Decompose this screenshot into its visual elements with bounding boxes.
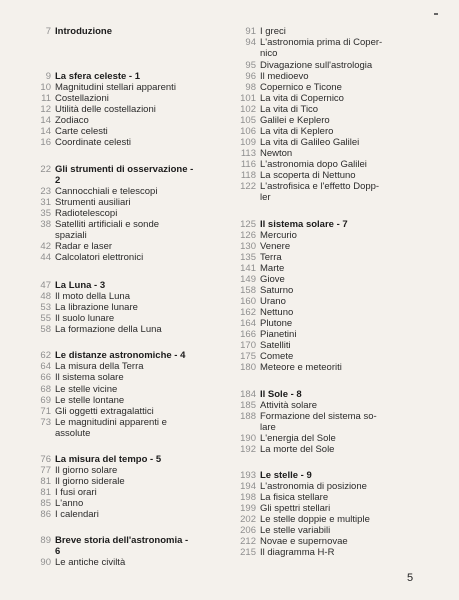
toc-page-number: 44 [40,252,51,263]
toc-page-number: 9 [45,71,51,82]
toc-page-number: 164 [240,318,256,329]
toc-entry-title: Le stelle variabili [260,525,331,536]
toc-page-number: 31 [40,197,51,208]
toc-entry-title: Coordinate celesti [55,137,132,148]
toc-entry-title: Comete [260,351,294,362]
toc-page-number: 53 [40,302,51,313]
toc-page-number: 130 [240,241,256,252]
toc-page-number: 38 [40,219,51,230]
toc-page-number: 89 [40,535,51,546]
toc-entry-title: Gli oggetti extragalattici [55,406,154,417]
toc-entry-title: Venere [260,241,291,252]
toc-page-number: 76 [40,454,51,465]
toc-page-number: 149 [240,274,256,285]
toc-page-number: 96 [245,71,256,82]
toc-page-number: 109 [240,137,256,148]
toc-entry-title: ler [260,192,271,203]
toc-entry-title: lare [260,422,276,433]
toc-page-number: 16 [40,137,51,148]
toc-page-number: 199 [240,503,256,514]
toc-entry-title: La vita di Galileo Galilei [260,137,360,148]
toc-entry-title: La misura del tempo - 5 [55,454,162,465]
toc-entry-title: L'astronomia dopo Galilei [260,159,367,170]
toc-entry-title: Saturno [260,285,294,296]
toc-page-number: 42 [40,241,51,252]
toc-page-number: 126 [240,230,256,241]
toc-entry-title: Introduzione [55,26,112,37]
toc-entry-title: Nettuno [260,307,294,318]
toc-entry-title: L'energia del Sole [260,433,336,444]
toc-page-number: 113 [240,148,256,159]
toc-page-number: 14 [40,115,51,126]
toc-page-number: 86 [40,509,51,520]
toc-page-number: 7 [45,26,51,37]
toc-entry-title: 6 [55,546,61,557]
toc-page-number: 193 [240,470,256,481]
toc-page-number: 118 [240,170,256,181]
toc-entry-title: Il giorno siderale [55,476,125,487]
toc-entry-title: assolute [55,428,91,439]
toc-entry-title: Gli strumenti di osservazione - [55,164,194,175]
toc-entry-title: L'astronomia prima di Coper- [260,37,383,48]
toc-entry-title: 2 [55,175,61,186]
toc-entry-title: Marte [260,263,285,274]
toc-page-number: 215 [240,547,256,558]
toc-entry-title: Il suolo lunare [55,313,115,324]
toc-page-number: 102 [240,104,256,115]
toc-page-number: 198 [240,492,256,503]
toc-page-number: 190 [240,433,256,444]
toc-entry-title: Breve storia dell'astronomia - [55,535,189,546]
toc-page-number: 170 [240,340,256,351]
toc-page-number: 94 [245,37,256,48]
toc-entry-title: La formazione della Luna [55,324,162,335]
toc-entry-title: Le distanze astronomiche - 4 [55,350,186,361]
toc-page-number: 192 [240,444,256,455]
toc-page-number: 91 [245,26,256,37]
toc-entry-title: La morte del Sole [260,444,335,455]
toc-entry-title: Zodiaco [55,115,89,126]
toc-page-number: 95 [245,60,256,71]
toc-entry-title: Giove [260,274,285,285]
toc-entry-title: La fisica stellare [260,492,329,503]
toc-entry-title: Il Sole - 8 [260,389,302,400]
toc-entry-title: Terra [260,252,282,263]
toc-page-number: 77 [40,465,51,476]
toc-page-number: 11 [41,93,51,104]
toc-page-number: 35 [40,208,51,219]
toc-page-number: 106 [240,126,256,137]
toc-entry-title: Divagazione sull'astrologia [260,60,373,71]
toc-page-number: 14 [40,126,51,137]
toc-entry-title: I greci [260,26,286,37]
toc-page-number: 68 [40,384,51,395]
toc-page-number: 58 [40,324,51,335]
toc-entry-title: Radar e laser [55,241,113,252]
toc-page-number: 81 [40,487,51,498]
toc-page-number: 85 [40,498,51,509]
toc-page-number: 73 [40,417,51,428]
toc-entry-title: Le stelle doppie e multiple [260,514,370,525]
toc-entry-title: Le antiche civiltà [55,557,126,568]
toc-entry-title: Mercurio [260,230,297,241]
toc-entry-title: La sfera celeste - 1 [55,71,141,82]
toc-entry-title: Il medioevo [260,71,309,82]
toc-page-number: 141 [240,263,256,274]
toc-entry-title: Le stelle lontane [55,395,125,406]
toc-entry-title: spaziali [55,230,87,241]
toc-page-number: 81 [40,476,51,487]
toc-page-number: 188 [240,411,256,422]
toc-entry-title: Il sistema solare - 7 [260,219,348,230]
toc-entry-title: La librazione lunare [55,302,138,313]
toc-entry-title: Radiotelescopi [55,208,118,219]
toc-entry-title: nico [260,48,278,59]
toc-entry-title: I calendari [55,509,99,520]
toc-entry-title: Il giorno solare [55,465,118,476]
toc-entry-title: Utilità delle costellazioni [55,104,156,115]
toc-page-number: 206 [240,525,256,536]
toc-page-number: 125 [240,219,256,230]
toc-entry-title: Gli spettri stellari [260,503,331,514]
toc-entry-title: Costellazioni [55,93,109,104]
toc-entry-title: Galilei e Keplero [260,115,330,126]
toc-entry-title: Plutone [260,318,293,329]
toc-entry-title: L'astronomia di posizione [260,481,367,492]
toc-page-number: 90 [40,557,51,568]
toc-page-number: 10 [40,82,51,93]
toc-entry-title: I fusi orari [55,487,97,498]
toc-entry-title: Urano [260,296,286,307]
toc-entry-title: Magnitudini stellari apparenti [55,82,176,93]
toc-page-number: 166 [240,329,256,340]
toc-page-number: 48 [40,291,51,302]
toc-page-number: 122 [240,181,256,192]
toc-page-number: 184 [240,389,256,400]
toc-entry-title: Satelliti [260,340,291,351]
toc-entry-title: La vita di Tico [260,104,319,115]
toc-page-number: 71 [40,406,51,417]
toc-entry-title: L'astrofisica e l'effetto Dopp- [260,181,380,192]
toc-page-number: 12 [40,104,51,115]
toc-entry-title: La Luna - 3 [55,280,106,291]
toc-page-number: 212 [240,536,256,547]
toc-page-number: 66 [40,372,51,383]
toc-entry-title: Le stelle - 9 [260,470,312,481]
toc-page-number: 158 [240,285,256,296]
page-mark [434,13,438,15]
toc-page-number: 180 [240,362,256,373]
toc-page-number: 47 [40,280,51,291]
page-number: 5 [407,572,414,584]
toc-entry-title: Calcolatori elettronici [55,252,144,263]
toc-entry-title: Satelliti artificiali e sonde [55,219,160,230]
toc-entry-title: Il sistema solare [55,372,124,383]
toc-entry-title: Novae e supernovae [260,536,348,547]
toc-page-number: 69 [40,395,51,406]
toc-entry-title: La vita di Keplero [260,126,334,137]
toc-page-number: 64 [40,361,51,372]
toc-page-number: 55 [40,313,51,324]
toc-entry-title: Newton [260,148,293,159]
toc-page-number: 105 [240,115,256,126]
toc-entry-title: Meteore e meteoriti [260,362,342,373]
toc-page-number: 23 [40,186,51,197]
toc-page-number: 101 [240,93,256,104]
toc-page-number: 135 [240,252,256,263]
toc-page-number: 175 [240,351,256,362]
toc-entry-title: La misura della Terra [55,361,144,372]
toc-page-number: 185 [240,400,256,411]
toc-entry-title: Copernico e Ticone [260,82,342,93]
toc-page-number: 202 [240,514,256,525]
toc-entry-title: La scoperta di Nettuno [260,170,356,181]
toc-entry-title: Il diagramma H-R [260,547,335,558]
toc-entry-title: Attività solare [260,400,318,411]
toc-entry-title: Strumenti ausiliari [55,197,131,208]
toc-page-number: 62 [40,350,51,361]
toc-entry-title: L'anno [55,498,84,509]
toc-entry-title: Carte celesti [55,126,108,137]
toc-entry-title: Pianetini [260,329,297,340]
toc-entry-title: Le magnitudini apparenti e [55,417,167,428]
toc-entry-title: Il moto della Luna [55,291,130,302]
toc-entry-title: Le stelle vicine [55,384,118,395]
toc-page-number: 116 [240,159,256,170]
toc-entry-title: Cannocchiali e telescopi [55,186,158,197]
toc-page-number: 162 [240,307,256,318]
toc-page-number: 194 [240,481,256,492]
toc-page-number: 22 [40,164,51,175]
toc-page-number: 98 [245,82,256,93]
toc-entry-title: Formazione del sistema so- [260,411,377,422]
toc-page-number: 160 [240,296,256,307]
toc-entry-title: La vita di Copernico [260,93,344,104]
